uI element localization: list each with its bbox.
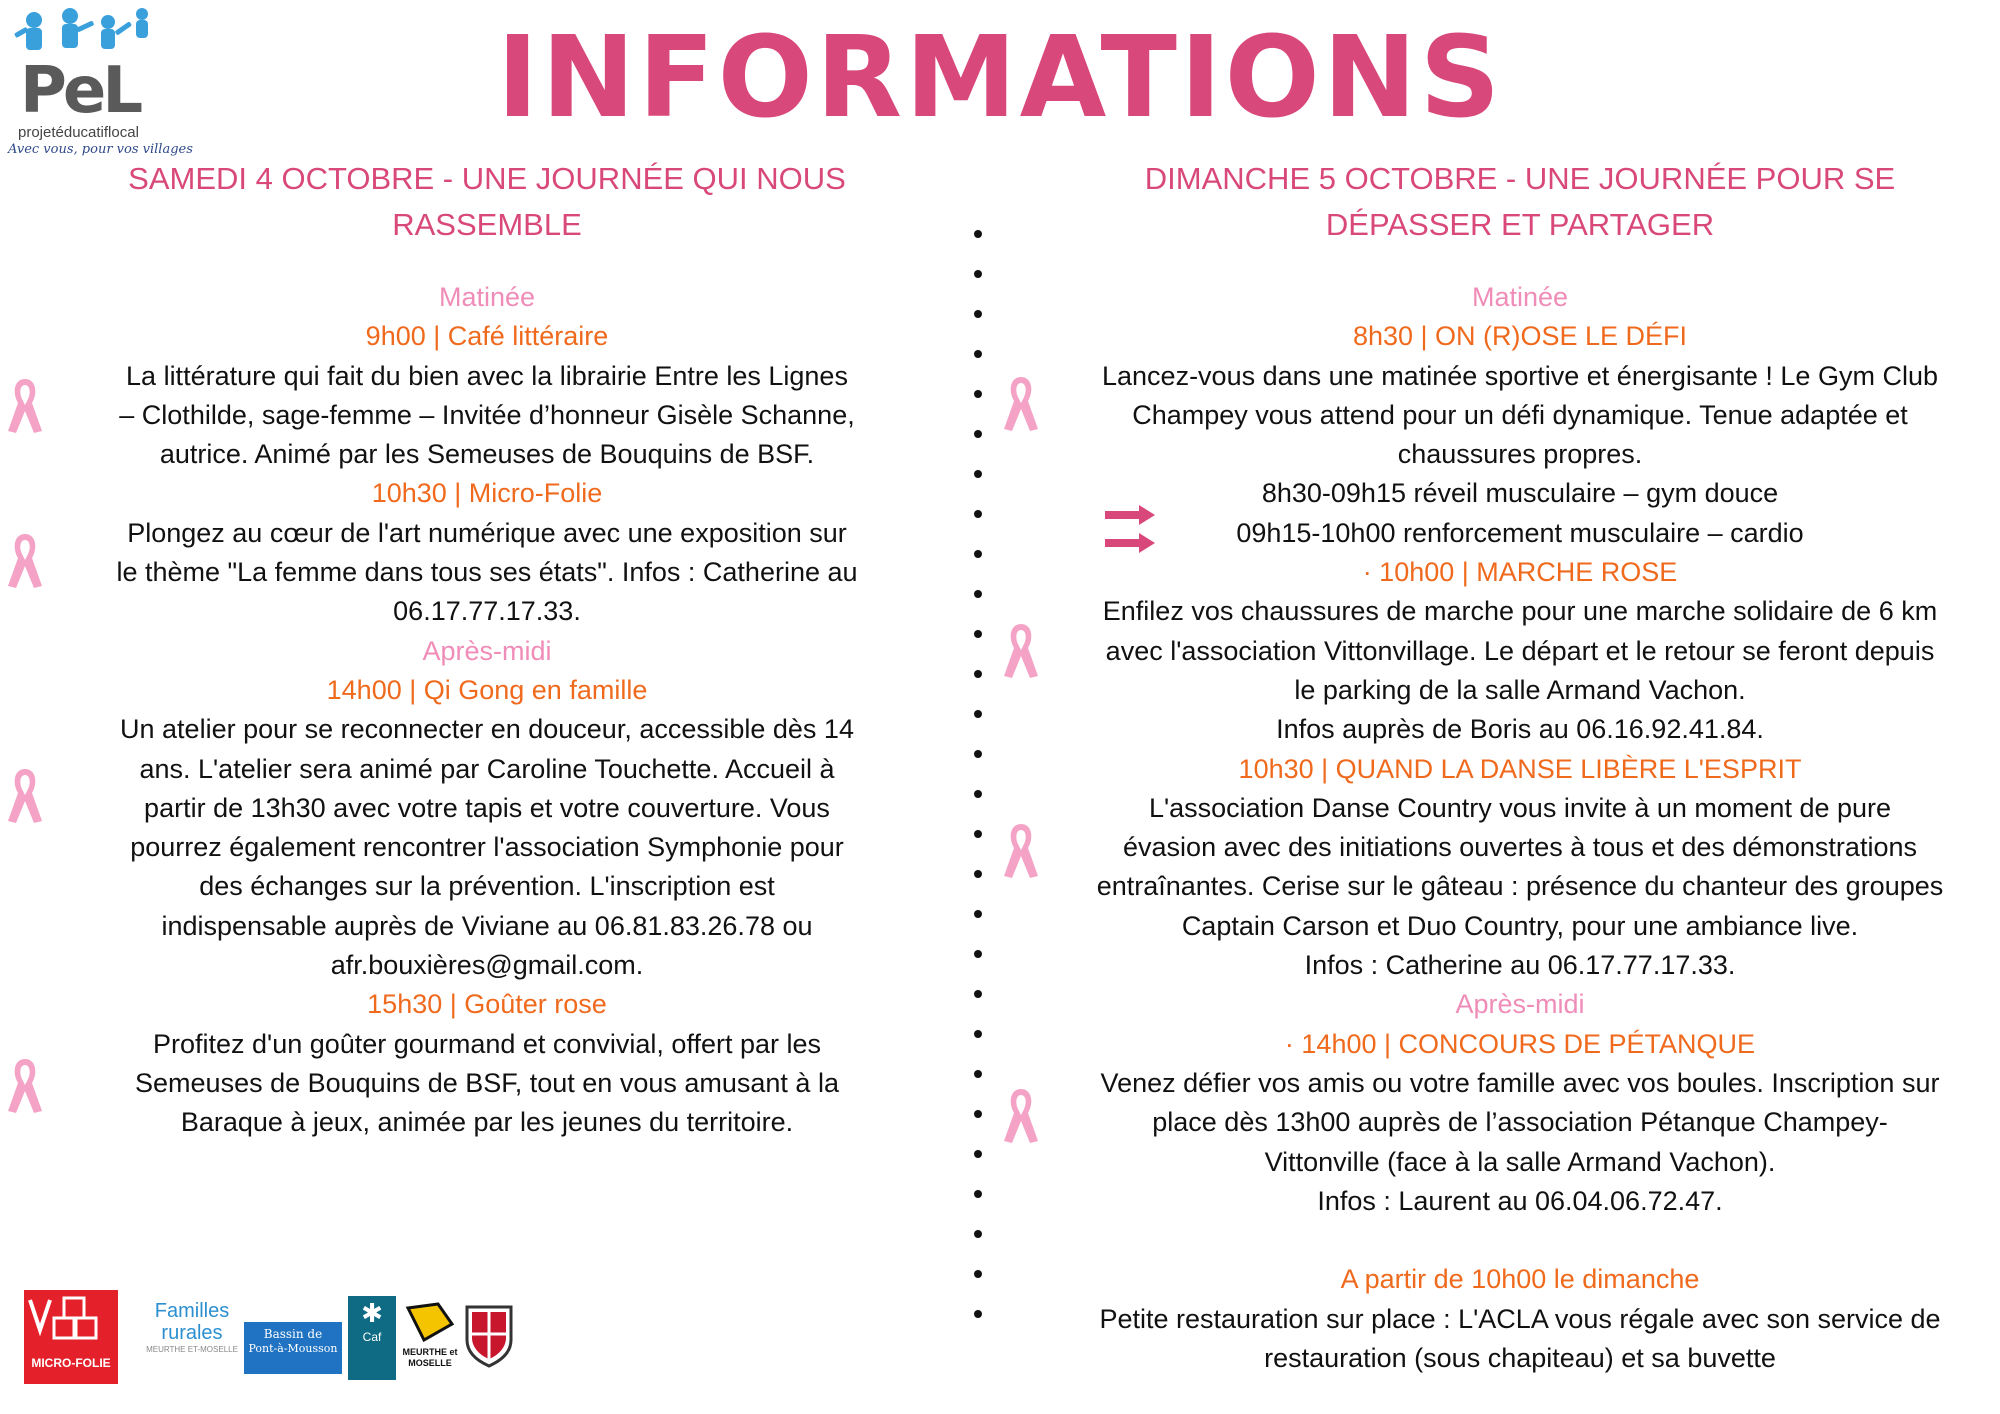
sunday-event3-text: Infos : Catherine au 06.17.77.17.33. [1304,950,1736,981]
sunday-event2-title: · 10h00 | MARCHE ROSE [1362,557,1678,588]
sunday-event2-text: le parking de la salle Armand Vachon. [1294,674,1746,705]
pink-ribbon-icon [1000,373,1042,435]
pel-logo-tagline: projetéducatiflocal [18,124,139,141]
sunday-event1-text: Lancez-vous dans une matinée sportive et énergisante ! Le Gym Club [1102,360,1938,391]
saturday-event4-text: Profitez d'un goûter gourmand et convivial, offert par les [152,1028,822,1059]
familles-line3: MEURTHE ET-MOSELLE [146,1345,238,1354]
saturday-event3-text: ans. L'atelier sera animé par Caroline Touchette. Accueil à [139,753,835,784]
pink-ribbon-icon [4,765,46,827]
saturday-title [72,156,902,248]
meurthe-label: MEURTHE et MOSELLE [402,1347,458,1368]
saturday-event3-title: 14h00 | Qi Gong en famille [326,674,648,705]
familles-line1: Familles [154,1300,230,1322]
saturday-column [72,156,902,1143]
sunday-column [1040,156,2000,1378]
saturday-event2-title: 10h30 | Micro-Folie [371,478,603,509]
pink-ribbon-icon [1000,1085,1042,1147]
department-shape-icon [402,1302,458,1342]
cubes-icon [24,1290,118,1352]
saturday-morning-label: Matinée [438,282,536,312]
sunday-event4-text: Infos : Laurent au 06.04.06.72.47. [1317,1185,1723,1216]
microfolie-logo [24,1290,118,1384]
saturday-event4-text: Semeuses de Bouquins de BSF, tout en vous amusant à la [135,1067,839,1098]
sunday-title [1040,156,2000,248]
sunday-event2-text: Enfilez vos chaussures de marche pour une marche solidaire de 6 km [1102,596,1938,627]
saturday-event4-text: Baraque à jeux, animée par les jeunes du territoire. [180,1107,794,1138]
saturday-event3-email[interactable]: afr.bouxières@gmail.com. [330,950,644,981]
sunday-event4-title: · 14h00 | CONCOURS DE PÉTANQUE [1284,1028,1756,1059]
caf-logo [348,1296,396,1380]
sponsor-logos [22,1288,502,1388]
spacer [1040,1221,2000,1260]
meurthe-et-moselle-logo [402,1302,458,1382]
sunday-food-text: Petite restauration sur place : L'ACLA vous régale avec son service de [1099,1303,1941,1334]
saturday-event2-text: le thème "La femme dans tous ses états". Infos : Catherine au [116,557,858,588]
pink-ribbon-icon [4,530,46,592]
saturday-event1-text: – Clothilde, sage-femme – Invitée d’honneur Gisèle Schanne, [119,399,855,430]
pel-logo-slogan: Avec vous, pour vos villages [8,142,193,157]
shield-crest-icon [464,1304,514,1368]
sunday-food-title: A partir de 10h00 le dimanche [1340,1264,1700,1295]
sunday-event1-text: Champey vous attend pour un défi dynamique. Tenue adaptée et [1132,399,1908,430]
sunday-event1-schedule: 09h15-10h00 renforcement musculaire – cardio [1236,517,1804,548]
pink-ribbon-icon [1000,620,1042,682]
sunday-event4-text: place dès 13h00 auprès de l’association Pétanque Champey- [1152,1107,1888,1138]
sunday-event1-text: chaussures propres. [1397,439,1643,470]
microfolie-label: MICRO-FOLIE [31,1356,111,1370]
saturday-title-line2: RASSEMBLE [392,207,582,242]
bassin-line1: Bassin de [263,1327,323,1341]
bassin-pont-a-mousson-logo [244,1322,342,1374]
page-title: INFORMATIONS [496,13,1504,143]
saturday-event3-text: des échanges sur la prévention. L'inscription est [199,871,775,902]
town-crest-logo [464,1304,514,1368]
saturday-event3-text: indispensable auprès de Viviane au 06.81.83.26.78 ou [161,910,813,941]
saturday-event3-text: partir de 13h30 avec votre tapis et votre couverture. Vous [144,792,830,823]
sunday-event3-text: Captain Carson et Duo Country, pour une ambiance live. [1181,910,1859,941]
sunday-title-line2: DÉPASSER ET PARTAGER [1325,207,1715,242]
pel-logo-word: PeL [20,54,140,128]
snowflake-icon: ✱ [361,1298,383,1328]
saturday-event1-text: La littérature qui fait du bien avec la librairie Entre les Lignes [126,360,848,391]
familles-line2: rurales [161,1322,223,1344]
saturday-event1-text: autrice. Animé par les Semeuses de Bouquins de BSF. [159,439,815,470]
saturday-event3-text: pourrez également rencontrer l'association Symphonie pour [130,832,844,863]
sunday-event1-schedule: 8h30-09h15 réveil musculaire – gym douce [1261,478,1779,509]
sunday-event3-text: évasion avec des initiations ouvertes à tous et des démonstrations [1123,832,1917,863]
sunday-event4-text: Vittonville (face à la salle Armand Vachon). [1264,1146,1776,1177]
sunday-event3-text: L'association Danse Country vous invite à un moment de pure [1148,792,1892,823]
saturday-title-line1: SAMEDI 4 OCTOBRE - UNE JOURNÉE QUI NOUS [128,161,846,196]
column-divider [972,230,982,1320]
pink-ribbon-icon [1000,820,1042,882]
sunday-title-line1: DIMANCHE 5 OCTOBRE - UNE JOURNÉE POUR SE [1144,161,1896,196]
bassin-line2: Pont-à-Mousson [248,1342,338,1355]
saturday-event1-title: 9h00 | Café littéraire [365,321,609,352]
sunday-event2-text: avec l'association Vittonvillage. Le départ et le retour se feront depuis [1105,635,1935,666]
saturday-afternoon-label: Après-midi [422,635,552,666]
familles-rurales-logo [146,1300,238,1384]
sunday-event2-text: Infos auprès de Boris au 06.16.92.41.84. [1276,714,1764,745]
saturday-event3-text: Un atelier pour se reconnecter en douceur, accessible dès 14 [120,714,854,745]
pink-ribbon-icon [4,375,46,437]
pink-ribbon-icon [4,1055,46,1117]
saturday-event4-title: 15h30 | Goûter rose [367,989,607,1020]
sunday-food-text: restauration (sous chapiteau) et sa buvette [1264,1343,1776,1374]
caf-label: Caf [362,1330,382,1344]
saturday-event2-text: Plongez au cœur de l'art numérique avec une exposition sur [127,517,847,548]
sunday-event3-title: 10h30 | QUAND LA DANSE LIBÈRE L'ESPRIT [1238,753,1802,784]
sunday-event4-text: Venez défier vos amis ou votre famille avec vos boules. Inscription sur [1100,1067,1940,1098]
sunday-event1-title: 8h30 | ON (R)OSE LE DÉFI [1352,321,1688,352]
sunday-afternoon-label: Après-midi [1455,989,1585,1020]
saturday-event2-text: 06.17.77.17.33. [393,596,581,627]
sunday-event3-text: entraînantes. Cerise sur le gâteau : présence du chanteur des groupes [1096,871,1944,902]
sunday-morning-label: Matinée [1471,282,1569,312]
